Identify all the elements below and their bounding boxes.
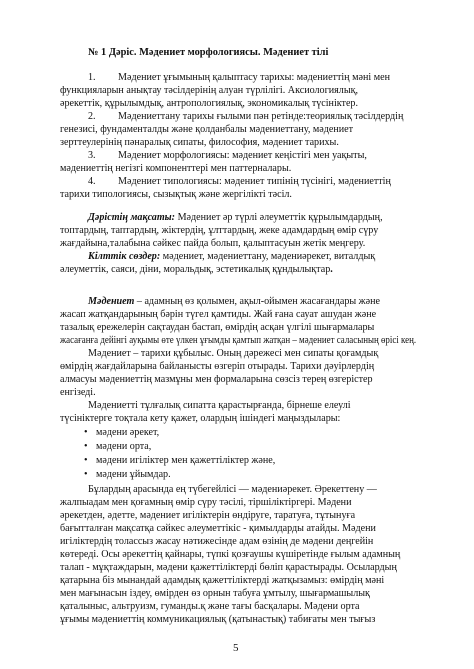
bullet-item-2: мәдени орта, — [96, 441, 152, 452]
p2-line-4: енгізеді. — [60, 387, 96, 398]
p4-line-5: игіліктердің толассыз жасау нәтижесінде адам өзінің де мәдени деңгейін — [60, 536, 374, 547]
plan-item-2-line-1: Мәдениеттану тарихы ғылыми пән ретінде:теориялық тәсілдердің — [118, 111, 404, 122]
page-number: 5 — [233, 642, 239, 654]
p2-line-1: Мәдениет – тарихи құбылыс. Оның дәрежесі мен сипаты қоғамдық — [88, 348, 379, 359]
bullet-item-1: мәдени әрекет, — [96, 427, 160, 438]
p4-line-8: қатарына біз мынандай адамдық қажеттіліктерді жатқызамыз: өмірдің мәні — [60, 575, 385, 586]
page-title: № 1 Дәріс. Мәдениет морфологиясы. Мәдениет тілі — [88, 47, 329, 58]
p4-line-1: Бұлардың арасында ең түбегейлісі — мәдениәрекет. Әрекеттену — — [88, 484, 377, 495]
plan-item-2-number: 2. — [88, 111, 96, 122]
plan-item-4-line-2: тарихи типологиясы, сызықтық және жергілікті тәсіл. — [60, 189, 292, 200]
goal-text: Мәдениет әр түрлі әлеуметтік құрылымдардың, — [175, 212, 383, 223]
bullet-icon: • — [84, 427, 88, 438]
bullet-item-3: мәдени игіліктер мен қажеттіліктер және, — [96, 455, 276, 466]
keywords-list: әлеуметтік, саяси, діни, моральдық, эстетикалық құндылықтар — [60, 264, 331, 275]
plan-item-1-number: 1. — [88, 72, 96, 83]
p4-line-2: жалпыадам мен қоғамның өмір сүру тәсілі, тіршіліктіргері. Мәдени — [60, 497, 352, 508]
p4-line-11: ұғымы мәдениеттің коммуникациялық (қатынастық) табиғаты мен тығыз — [60, 614, 376, 625]
p1-line-4: жасағанға дейінгі ауқымы өте үлкен ұғымды қамтып жатқан – мәдениет саласының өрісі кең. — [60, 335, 417, 346]
plan-item-1-line-3: әрекеттік, құрылымдық, антропологиялық, экономикалық түсініктер. — [60, 98, 358, 109]
plan-item-4-number: 4. — [88, 176, 96, 187]
p4-line-9: мен мағынасын іздеу, өмірден өз орнын табуға ұмтылу, шығармашылық — [60, 588, 370, 599]
bullet-icon: • — [84, 469, 88, 480]
plan-item-1-line-1: Мәдениет ұғымының қалыптасу тарихы: мәдениеттің мәні мен — [118, 72, 390, 83]
plan-item-4-line-1: Мәдениет типологиясы: мәдениет типінің түсінігі, мәдениеттің — [118, 176, 391, 187]
p1-text: – адамның өз қолымен, ақыл-ойымен жасағандары және — [134, 296, 381, 307]
keywords-label: Кілттік сөздер: — [88, 251, 161, 262]
plan-item-3-line-2: мәдениеттің негізгі компоненттері мен паттерналары. — [60, 163, 292, 174]
plan-item-1-line-2: функцияларын анықтау тәсілдерінің алуан түрлілігі. Аксиологиялық, — [60, 85, 359, 96]
term-madeniet: Мәдениет — [88, 296, 135, 307]
p3-line-1: Мәдениетті тұлғалық сипатта қарастырғанда, бірнеше елеулі — [88, 400, 351, 411]
keywords-end-punct: . — [330, 264, 333, 275]
p1-first-line — [88, 296, 380, 308]
goal-line-3: жағдайына,талабына сәйкес пайда болып, қалыптасуын жетік меңгеру. — [60, 238, 366, 249]
plan-item-2-line-3: зерттеулерінің пәнаралық сипаты, философия, мәдениет тарихы. — [60, 137, 339, 148]
bullet-item-4: мәдени ұйымдар. — [96, 469, 171, 480]
plan-item-2-line-2: генезисі, фундаменталды және қолданбалы мәдениеттану, мәдениет — [60, 124, 354, 135]
p4-line-7: талап - мұқтаждарын, мәдени қажеттіліктерді бөліп қарастырады. Осылардың — [60, 562, 397, 573]
p4-line-10: қаталыныс, альтруизм, гуманды.қ және тағы басқалары. Мәдени орта — [60, 601, 360, 612]
plan-item-3-number: 3. — [88, 150, 96, 161]
goal-first-line — [88, 212, 383, 224]
keywords-last-line — [60, 264, 333, 276]
p4-line-3: әрекетден, әдетте, мәдениет игіліктерін өндіруге, таратуға, тұтынуға — [60, 510, 356, 521]
p1-line-2: жасап жатқандарының бәрін түгел қамтиды. Жай ғана сауат ашудан және — [60, 309, 377, 320]
p2-line-3: алмасуы мәдениеттің мазмұны мен формаларына сөзсіз терең өзгерістер — [60, 374, 373, 385]
goal-line-2: топтардың, таптардың, жіктердің, ұлттардың, жеке адамдардың өмір сүру — [60, 225, 379, 236]
keywords-text: мәдениет, мәдениеттану, мәдениәрекет, виталдық — [160, 251, 376, 262]
p3-line-2: түсініктерге тоқтала кету қажет, олардың ішіндегі маңыздылары: — [60, 413, 341, 424]
bullet-icon: • — [84, 441, 88, 452]
p4-line-4: бағытталған мақсатқа сәйкес әлеуметтікіс - қимылдарды атайды. Мәдени — [60, 523, 376, 534]
p1-line-3: тазалық ережелерін сақтаудан бастап, өмірдің асқан үлгілі шығармалары — [60, 322, 375, 333]
p4-line-6: көтереді. Осы әрекеттің қайнары, түпкі қозғаушы күшіретінде ғылым адамның — [60, 549, 401, 560]
plan-item-3-line-1: Мәдениет морфологиясы: мәдениет кеңістігі мен уақыты, — [118, 150, 367, 161]
keywords-first-line — [88, 251, 375, 263]
p2-line-2: өмірдің жағдайларына байланысты өзгеріп отырады. Тарихи дәуірлердің — [60, 361, 375, 372]
goal-label: Дәрістің мақсаты: — [88, 212, 176, 223]
bullet-icon: • — [84, 455, 88, 466]
